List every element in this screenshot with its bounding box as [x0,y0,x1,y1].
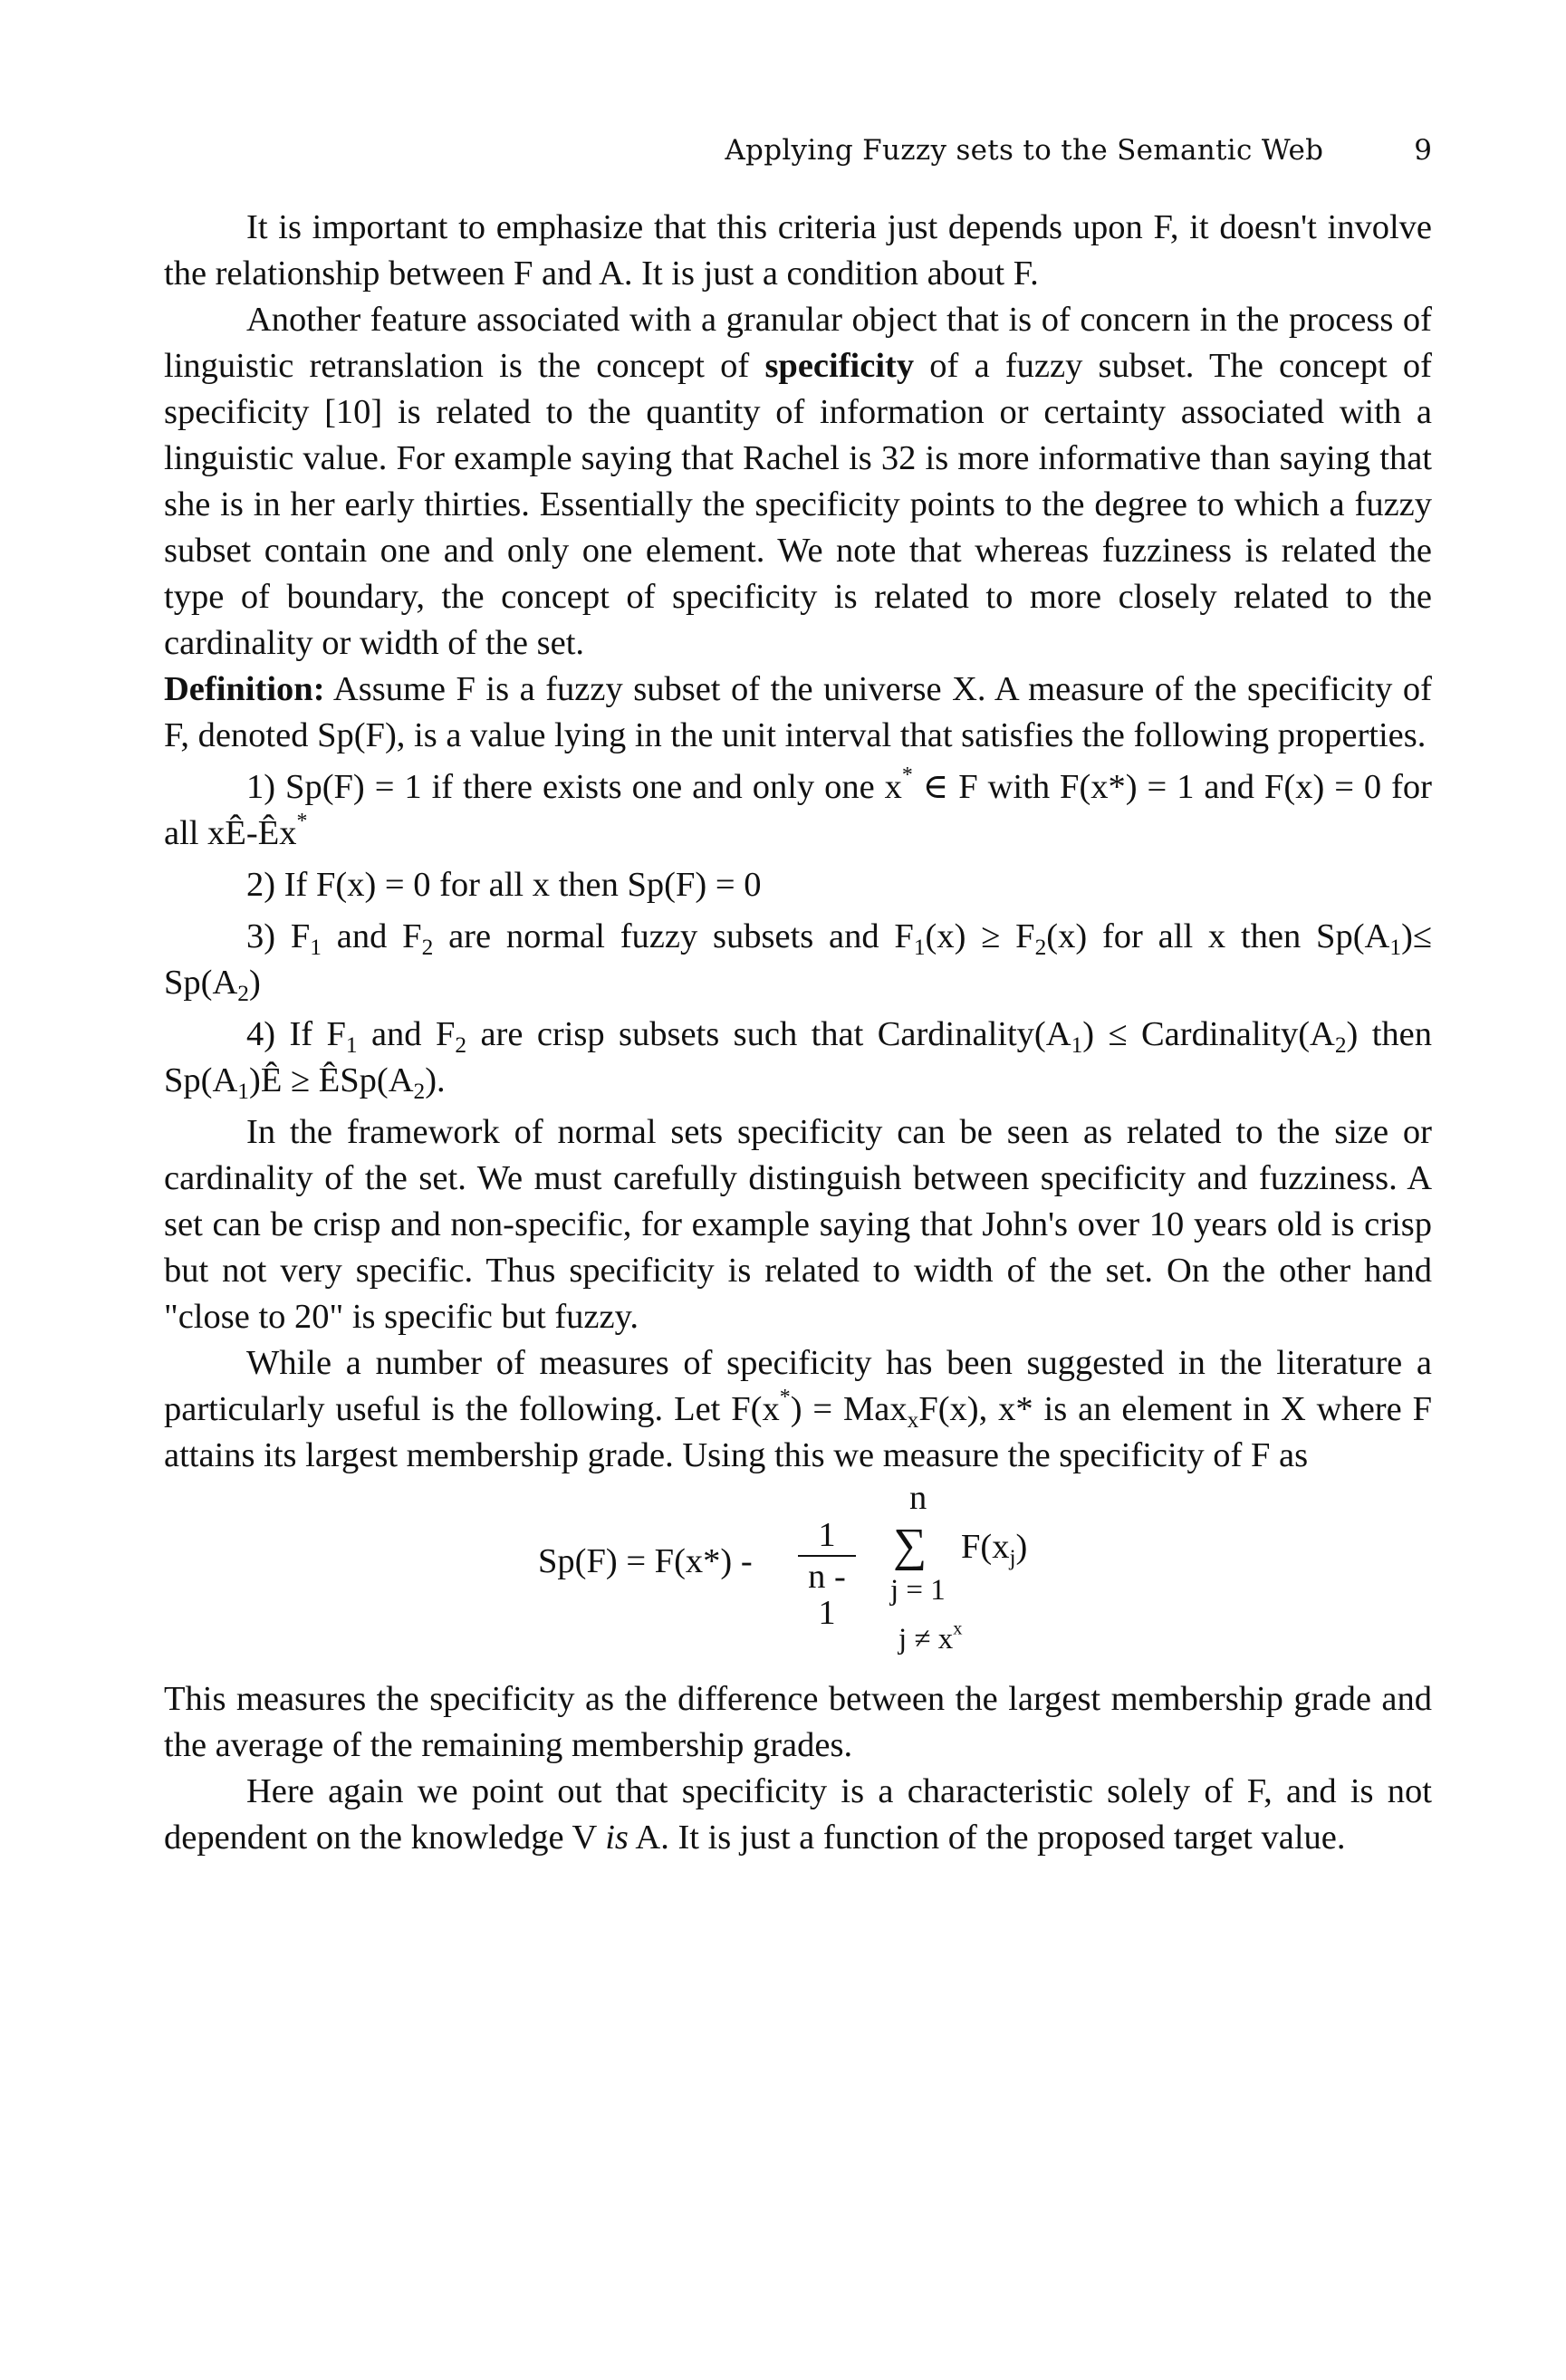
sum-upper-limit: n [909,1479,927,1517]
formula-rhs [961,1524,1027,1570]
definition-label: Definition: [164,670,325,708]
sum-lower-limit: j = 1 [890,1574,946,1607]
property-3 [164,914,1432,1006]
superscript: * [779,1386,791,1410]
subscript: 1 [345,1032,358,1059]
text-run: ) = Max [790,1390,908,1428]
bold-term-specificity: specificity [764,347,915,385]
fraction-numerator: 1 [818,1516,836,1554]
running-title: Applying Fuzzy sets to the Semantic Web [725,134,1324,167]
text-run: Another feature associated with a granular object that is of concern in the process of linguistic retranslation is the concept of [164,301,1432,385]
body-text [164,205,1432,1861]
paragraph-conclusion [164,1769,1432,1861]
formula-lhs: Sp(F) = F(x*) - [538,1542,753,1580]
page-header [164,134,1432,167]
text-run: F(x), x* is an element in X where F attains its largest membership grade. Using this we measure the specificity of F as [164,1390,1433,1474]
sum-condition [898,1617,963,1663]
subscript: j [1009,1545,1016,1571]
property-1 [164,764,1432,857]
text-run: 4) If F [246,1015,346,1053]
text-run: Here again we point out that specificity is a characteristic solely of F, and is not dependent on the knowledge V [164,1772,1432,1857]
superscript: x [953,1618,963,1639]
text-run: ) ≤ Cardinality(A [1082,1015,1335,1053]
text-run: are crisp subsets such that Cardinality(A [466,1015,1071,1053]
subscript: 2 [1334,1032,1347,1059]
text-run: While a number of measures of specificity has been suggested in the literature a particularly useful is the following. Let F(x [164,1344,1432,1428]
subscript: 2 [1034,935,1047,961]
specificity-formula [164,1479,1432,1664]
property-4 [164,1012,1432,1104]
condition-text: j ≠ x [898,1623,954,1655]
text-run: and F [357,1015,456,1053]
text-run: ) then Sp(A [164,1015,1433,1099]
formula-fraction [798,1517,856,1631]
text-run: ) [1015,1528,1028,1566]
paragraph-definition [164,667,1432,759]
text-run: ). [425,1061,446,1099]
subscript: 2 [413,1079,426,1105]
subscript: 1 [237,1079,249,1105]
text-run: )Ê ≥ ÊSp(A [249,1061,414,1099]
subscript: 2 [237,981,249,1007]
subscript: 1 [1071,1032,1083,1059]
subscript: 1 [310,935,322,961]
text-run: (x) for all x then Sp(A [1046,917,1390,955]
paragraph-measure-intro [164,1340,1432,1479]
text-run: of a fuzzy subset. The concept of specificity [10] is related to the quantity of information or certainty associated with a linguistic value. For example saying that Rachel is 32 is more informative than saying that she is in her early thirties. Essentially the specificity points to the degree to which a fuzzy subset contain one and only one element. We note that whereas fuzziness is related the type of boundary, the concept of specificity is related to more closely related to the cardinality or width of the set. [164,347,1432,662]
subscript: 1 [913,935,926,961]
text-run: 1) Sp(F) = 1 if there exists one and only one x [246,768,902,806]
definition-text: Assume F is a fuzzy subset of the universe X. A measure of the specificity of F, denoted Sp(F), is a value lying in the unit interval that satisfies the following properties. [164,670,1432,754]
text-run: ) [249,964,261,1002]
text-run: A. It is just a function of the proposed target value. [628,1819,1346,1857]
text-run: 3) F [246,917,311,955]
text-run: F(x [961,1528,1010,1566]
sigma-symbol: ∑ [893,1520,927,1571]
subscript: 2 [455,1032,467,1059]
paragraph-specificity-intro [164,297,1432,667]
fraction-bar [798,1555,856,1557]
property-2: 2) If F(x) = 0 for all x then Sp(F) = 0 [246,866,762,904]
subscript: x [907,1407,919,1434]
subscript: 1 [1389,935,1402,961]
text-run: are normal fuzzy subsets and F [433,917,914,955]
paragraph-measure-explanation: This measures the specificity as the difference between the largest membership grade and the average of the remaining membership grades. [164,1680,1432,1764]
text-run: and F [321,917,422,955]
italic-word: is [605,1819,629,1857]
subscript: 2 [421,935,434,961]
superscript: * [296,810,308,834]
paragraph-criteria: It is important to emphasize that this criteria just depends upon F, it doesn't involve the relationship between F and A. It is just a condition about F. [164,208,1432,293]
fraction-denominator: n - 1 [808,1558,846,1632]
page-number: 9 [1414,134,1432,167]
paragraph-normal-sets: In the framework of normal sets specificity can be seen as related to the size or cardinality of the set. We must carefully distinguish between specificity and fuzziness. A set can be crisp and non-specific, for example saying that John's over 10 years old is crisp but not very specific. Thus specificity is related to width of the set. On the other hand "close to 20" is specific but fuzzy. [164,1113,1432,1336]
text-run: ∈ F with F(x*) = 1 and F(x) = 0 for all xÊ-Êx [164,768,1432,852]
text-run: (x) ≥ F [925,917,1035,955]
text-run: )≤ Sp(A [164,917,1433,1002]
superscript: * [901,763,913,788]
